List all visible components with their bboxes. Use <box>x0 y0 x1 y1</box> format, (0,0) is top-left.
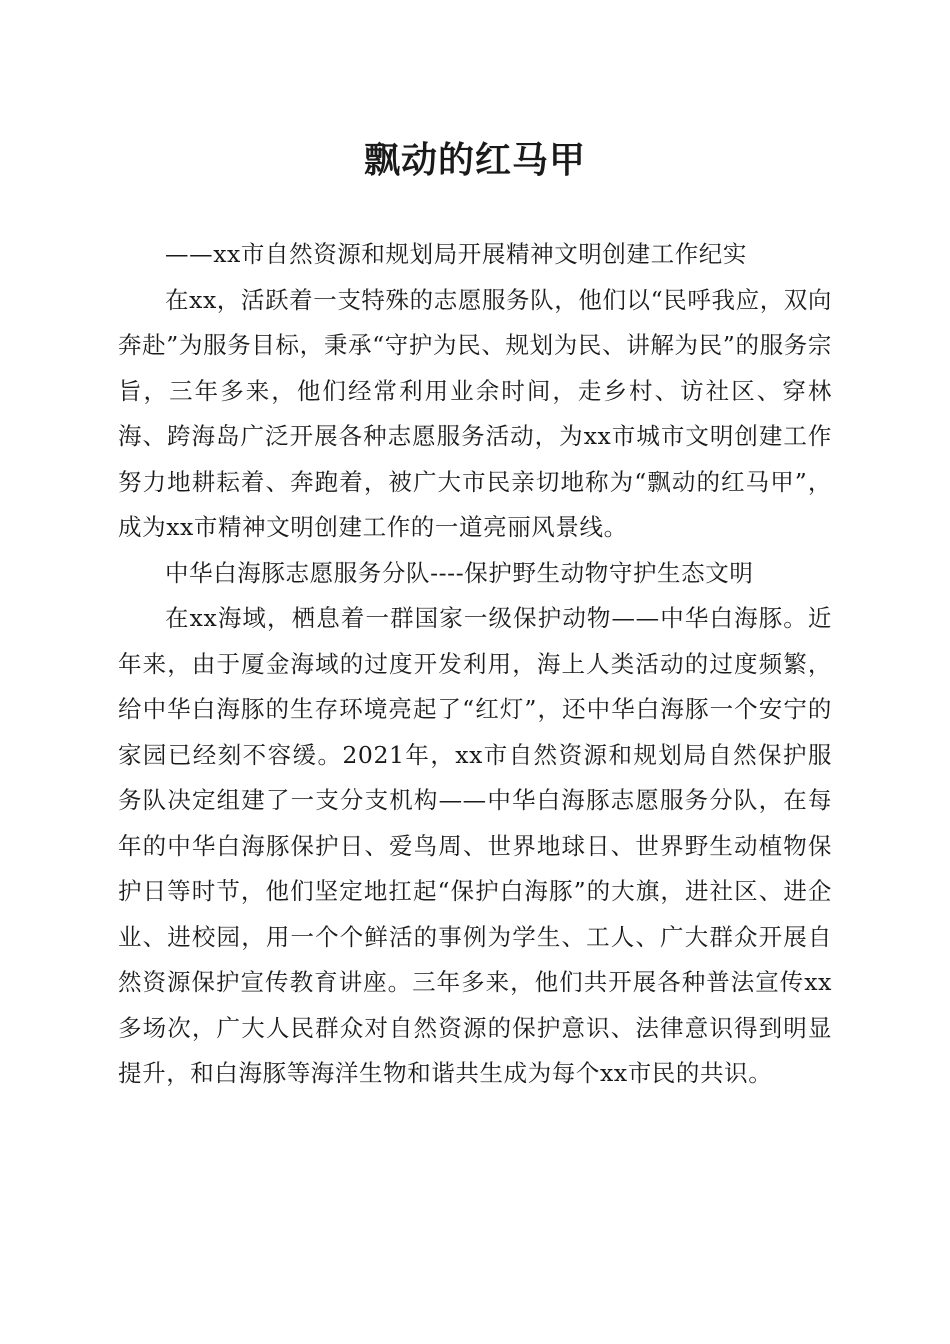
subtitle-paragraph: ——xx市自然资源和规划局开展精神文明创建工作纪实 <box>165 240 748 268</box>
intro-paragraph: 在xx，活跃着一支特殊的志愿服务队，他们以“民呼我应，双向奔赴”为服务目标，秉承“守护为民、规划为民、讲解为民”的服务宗旨，三年多来，他们经常利用业余时间，走乡村、访社区、穿林海、跨海岛广泛开展各种志愿服务活动，为xx市城市文明创建工作努力地耕耘着、奔跑着，被广大市民亲切地称为“飘动的红马甲”，成为xx市精神文明创建工作的一道亮丽风景线。 <box>118 285 832 541</box>
section-heading: 中华白海豚志愿服务分队----保护野生动物守护生态文明 <box>165 558 754 587</box>
section-paragraph: 在xx海域，栖息着一群国家一级保护动物——中华白海豚。近年来，由于厦金海域的过度开发利用，海上人类活动的过度频繁，给中华白海豚的生存环境亮起了“红灯”，还中华白海豚一个安宁的家园已经刻不容缓。2021年，xx市自然资源和规划局自然保护服务队决定组建了一支分支机构——中华白海豚志愿服务分队，在每年的中华白海豚保护日、爱鸟周、世界地球日、世界野生动植物保护日等时节，他们坚定地扛起“保护白海豚”的大旗，进社区、进企业、进校园，用一个个鲜活的事例为学生、工人、广大群众开展自然资源保护宣传教育讲座。三年多来，他们共开展各种普法宣传xx多场次，广大人民群众对自然资源的保护意识、法律意识得到明显提升，和白海豚等海洋生物和谐共生成为每个xx市民的共识。 <box>118 604 832 1087</box>
document-body <box>118 232 832 1097</box>
document-title: 飘动的红马甲 <box>363 139 586 181</box>
